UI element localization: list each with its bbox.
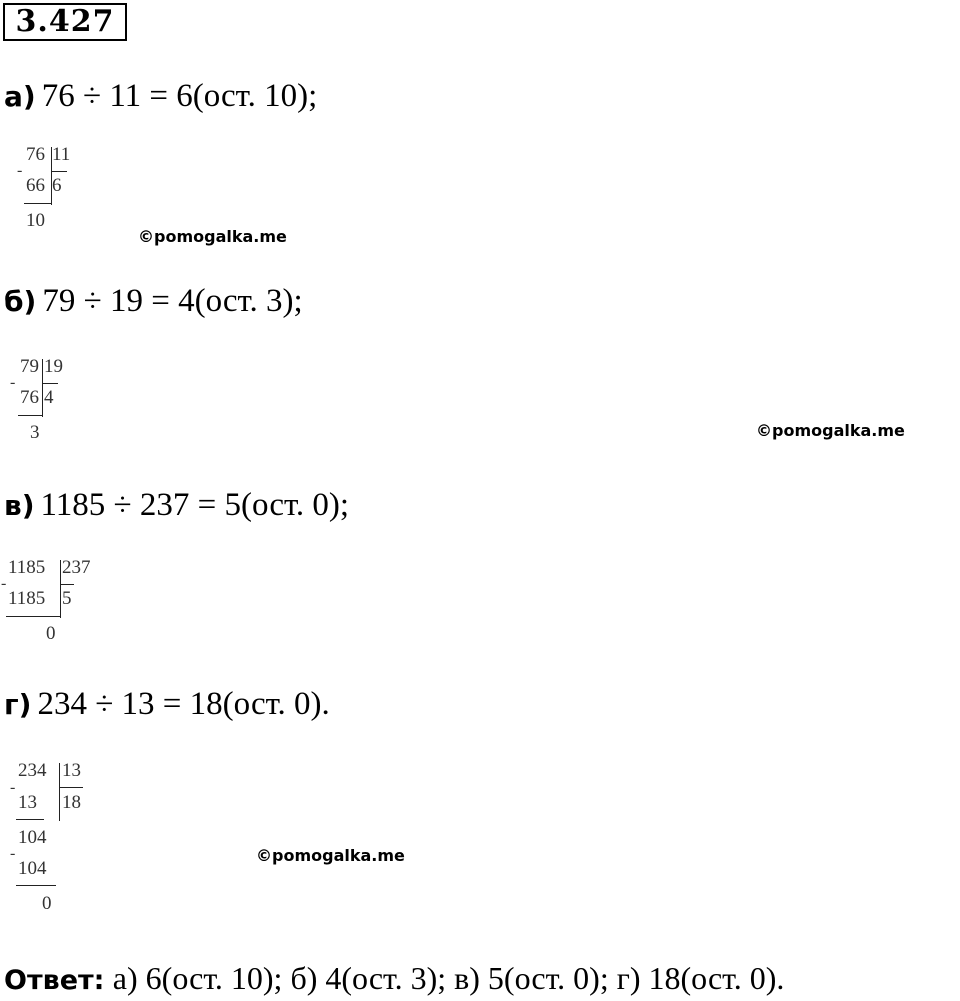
part-b-label: б) bbox=[4, 285, 37, 318]
quotient: 4 bbox=[44, 387, 54, 408]
division-bar bbox=[60, 560, 61, 618]
part-d-line bbox=[4, 686, 330, 722]
part-d-label: г) bbox=[4, 688, 32, 721]
minus-sign: - bbox=[10, 374, 16, 391]
part-b-column-division bbox=[10, 356, 94, 447]
quotient-rule bbox=[60, 584, 74, 585]
remainder: 10 bbox=[26, 210, 45, 231]
part-b-line bbox=[4, 283, 303, 319]
part-a-column-division bbox=[14, 145, 94, 235]
divisor: 237 bbox=[62, 557, 91, 578]
subtraction-rule bbox=[18, 415, 42, 416]
part-c-line bbox=[4, 487, 349, 523]
subtrahend: 66 bbox=[26, 175, 45, 196]
quotient: 6 bbox=[52, 175, 62, 196]
remainder: 3 bbox=[30, 422, 40, 443]
subtraction-rule bbox=[24, 203, 51, 204]
dividend: 79 bbox=[20, 356, 39, 377]
quotient-rule bbox=[42, 383, 58, 384]
subtraction-rule-2 bbox=[16, 885, 56, 886]
division-bar bbox=[59, 763, 60, 821]
answer-text: а) 6(ост. 10); б) 4(ост. 3); в) 5(ост. 0); г) 18(ост. 0). bbox=[112, 960, 785, 996]
part-a-line bbox=[4, 78, 317, 114]
quotient-rule bbox=[59, 787, 83, 788]
part-c-label: в) bbox=[4, 489, 35, 522]
subtraction-rule bbox=[16, 819, 44, 820]
division-bar bbox=[42, 359, 43, 417]
watermark: ©pomogalka.me bbox=[756, 421, 905, 440]
dividend: 234 bbox=[18, 760, 47, 781]
part-c-expression: 1185 ÷ 237 = 5(ост. 0); bbox=[40, 487, 350, 523]
part-a-expression: 76 ÷ 11 = 6(ост. 10); bbox=[41, 78, 318, 114]
subtrahend: 1185 bbox=[8, 588, 46, 609]
watermark: ©pomogalka.me bbox=[256, 846, 405, 865]
subtraction-rule bbox=[6, 616, 60, 617]
part-d-column-division bbox=[6, 761, 106, 921]
remainder: 0 bbox=[46, 623, 56, 644]
minus-sign: - bbox=[1, 575, 7, 592]
part-c-column-division bbox=[2, 558, 112, 648]
divisor: 11 bbox=[52, 144, 71, 165]
part-a-label: а) bbox=[4, 80, 36, 113]
quotient-rule bbox=[51, 171, 67, 172]
subtrahend: 76 bbox=[20, 387, 39, 408]
minus-sign: - bbox=[10, 845, 16, 862]
divisor: 13 bbox=[62, 760, 81, 781]
subtrahend-2: 104 bbox=[18, 858, 47, 879]
minus-sign: - bbox=[10, 779, 16, 796]
answer-line bbox=[4, 958, 784, 998]
answer-label: Ответ: bbox=[4, 965, 105, 996]
quotient: 18 bbox=[62, 792, 81, 813]
quotient: 5 bbox=[62, 588, 72, 609]
watermark: ©pomogalka.me bbox=[138, 227, 287, 246]
divisor: 19 bbox=[44, 356, 63, 377]
part-d-expression: 234 ÷ 13 = 18(ост. 0). bbox=[37, 686, 330, 722]
dividend: 1185 bbox=[8, 557, 46, 578]
dividend: 76 bbox=[26, 144, 45, 165]
division-bar bbox=[51, 147, 52, 205]
problem-number: 3.427 bbox=[3, 3, 127, 41]
remainder: 0 bbox=[42, 893, 52, 914]
subtrahend: 13 bbox=[18, 792, 37, 813]
part-b-expression: 79 ÷ 19 = 4(ост. 3); bbox=[42, 283, 303, 319]
minus-sign: - bbox=[17, 162, 23, 179]
partial-dividend: 104 bbox=[18, 827, 47, 848]
